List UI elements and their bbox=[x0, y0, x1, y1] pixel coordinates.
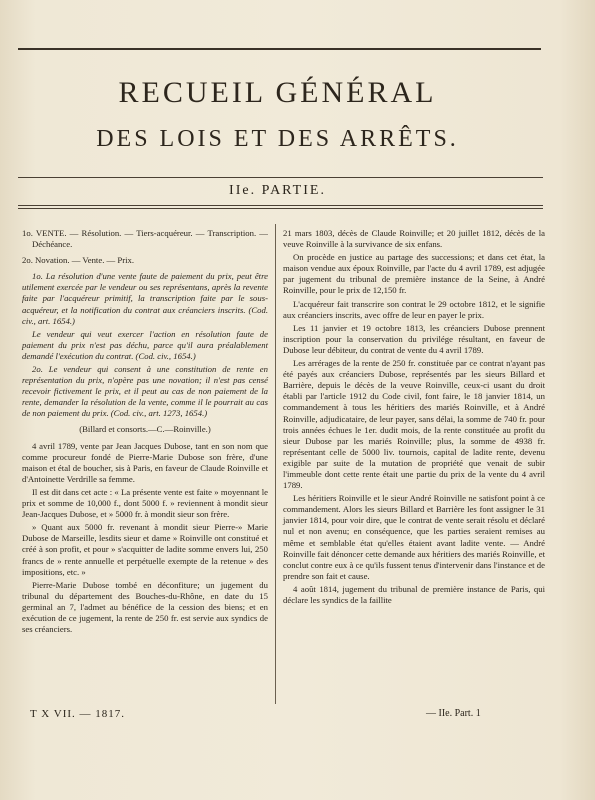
holding-paragraph-3: 2o. Le vendeur qui consent à une constitution de rente en représentation du prix, n'opère pas une novation; il n'est pas censé recevoir fictivement le prix, et il peut au cas de non paiement de la rente, demander la résolution de la vente, comme il le pourrait au cas de non paiement du prix. (Cod. civ., art. 1273, 1654.) bbox=[22, 364, 268, 419]
part-signature: — IIe. Part. 1 bbox=[426, 708, 481, 719]
facts-paragraph-8: Les 11 janvier et 19 octobre 1813, les créanciers Dubose prennent inscription pour la conservation du privilége résultant, en faveur de Dubose leur débiteur, du contrat de vente du 4 avril 1789. bbox=[283, 322, 545, 355]
case-parties: (Billard et consorts.—C.—Roinville.) bbox=[79, 423, 211, 434]
section-rule-bottom-double bbox=[18, 208, 543, 209]
journal-title: RECUEIL GÉNÉRAL bbox=[118, 76, 437, 109]
right-column bbox=[283, 228, 545, 608]
facts-paragraph-7: L'acquéreur fait transcrire son contrat le 29 octobre 1812, et le signifie aux créanciers inscrits, avec offre de leur en payer le prix. bbox=[283, 298, 545, 320]
facts-paragraph-9: Les arrérages de la rente de 250 fr. constituée par ce contrat n'ayant pas été payés aux créanciers Dubose, représentés par les sieurs Billard et Barrière, depuis le décès de la veuve Roinville, ceux-ci usant du droit établi par l'article 1912 du Code civil, font faire, le 18 janvier 1814, un commandement à tous les héritiers des mariés Roinville, et à André Roinville, adjudicataire, de leur payer, sans délai, la somme de 740 fr. pour trois années échues le 1er. dudit mois, de la rente constituée au profit du sieur Dubose par les mariés Roinville; plus, la somme de 4938 fr. représentant celle de 5000 liv. tournois, capital de ladite rente, devenu exigible par suite de la mutation de propriété que venait de subir l'immeuble dont cette rente était une partie du prix de la vente du 4 avril 1789. bbox=[283, 358, 545, 491]
holding-paragraph-2: Le vendeur qui veut exercer l'action en résolution faute de paiement du prix n'est pas déchu, parce qu'il aura préalablement demandé l'exécution du contrat. (Cod. civ., 1654.) bbox=[22, 328, 268, 361]
facts-paragraph-2: Il est dit dans cet acte : « La présente vente est faite » moyennant le prix et somme de 10,000 f., dont 5000 f. » reviennent à mondit sieur Jean-Jacques Dubose, et » 5000 fr. à mondit sieur son frère. bbox=[22, 486, 268, 520]
facts-paragraph-6: On procède en justice au partage des successions; et dans cet état, la maison vendue aux époux Roinville, par l'acte du 4 avril 1789, est adjugée par jugement du tribunal de première instance de la Seine, à André Roinville, pour le prix de 12,150 fr. bbox=[283, 252, 545, 296]
volume-signature: T X VII. — 1817. bbox=[30, 708, 126, 720]
facts-paragraph-4: Pierre-Marie Dubose tombé en déconfiture; un jugement du tribunal du département des Bouches-du-Rhône, en date du 15 germinal an 7, l'admet au bénéfice de la cession des biens; et en exécution de ce jugement, la rente de 250 fr. est servie aux syndics de ses créanciers. bbox=[22, 579, 268, 635]
left-column bbox=[22, 228, 268, 637]
section-rule-top bbox=[18, 177, 543, 178]
case-summary-2: 2o. Novation. — Vente. — Prix. bbox=[22, 255, 135, 266]
part-heading: IIe. PARTIE. bbox=[229, 183, 326, 198]
facts-paragraph-11: 4 août 1814, jugement du tribunal de première instance de Paris, qui déclare les syndics de la faillite bbox=[283, 583, 545, 605]
section-rule-bottom bbox=[18, 205, 543, 206]
holding-paragraph-1: 1o. La résolution d'une vente faute de paiement du prix, peut être utilement exercée par le vendeur ou ses représentans, après la revente faite par l'acquéreur primitif, la transcription faite par le sous-acquéreur, et la notification du contrat aux créanciers inscrits. (Cod. civ., art. 1654.) bbox=[22, 271, 268, 326]
facts-paragraph-3: » Quant aux 5000 fr. revenant à mondit sieur Pierre-» Marie Dubose de Marseille, lesdits sieur et dame » Roinville ont constitué et créé à son profit, et pour » s'acquitter de ladite somme envers lui, 250 francs de » rente annuelle et perpétuelle exempte de la retenue » des impositions, etc. » bbox=[22, 522, 268, 577]
facts-paragraph-1: 4 avril 1789, vente par Jean Jacques Dubose, tant en son nom que comme procureur fondé de Pierre-Marie Dubose son frère, d'une maison et étal de boucher, sis à Paris, en faveur de Claude Roinville et d'Antoinette Verdrille sa femme. bbox=[22, 440, 268, 484]
journal-subtitle: DES LOIS ET DES ARRÊTS. bbox=[96, 126, 459, 152]
column-divider bbox=[275, 224, 276, 704]
case-summary-1: 1o. VENTE. — Résolution. — Tiers-acquéreur. — Transcription. — Déchéance. bbox=[22, 228, 268, 250]
facts-paragraph-5: 21 mars 1803, décès de Claude Roinville; et 20 juillet 1812, décès de la veuve Roinville à la survivance de six enfans. bbox=[283, 228, 545, 250]
facts-paragraph-10: Les héritiers Roinville et le sieur André Roinville ne satisfont point à ce commandement. Alors les sieurs Billard et Barrière les font assigner le 31 janvier 1814, pour voir dire, que le contrat de vente serait résolu et déclaré nul et non avenu; en conséquence, que les parties seraient remises au même et semblable état qu'elles étaient avant ladite vente. — André Roinville fait dénoncer cette demande aux héritiers des mariés Roinville, et conclut contre eux à ce qu'ils fussent tenus d'intervenir dans l'instance et de prendre son fait et cause. bbox=[283, 493, 545, 581]
top-rule bbox=[18, 48, 541, 50]
